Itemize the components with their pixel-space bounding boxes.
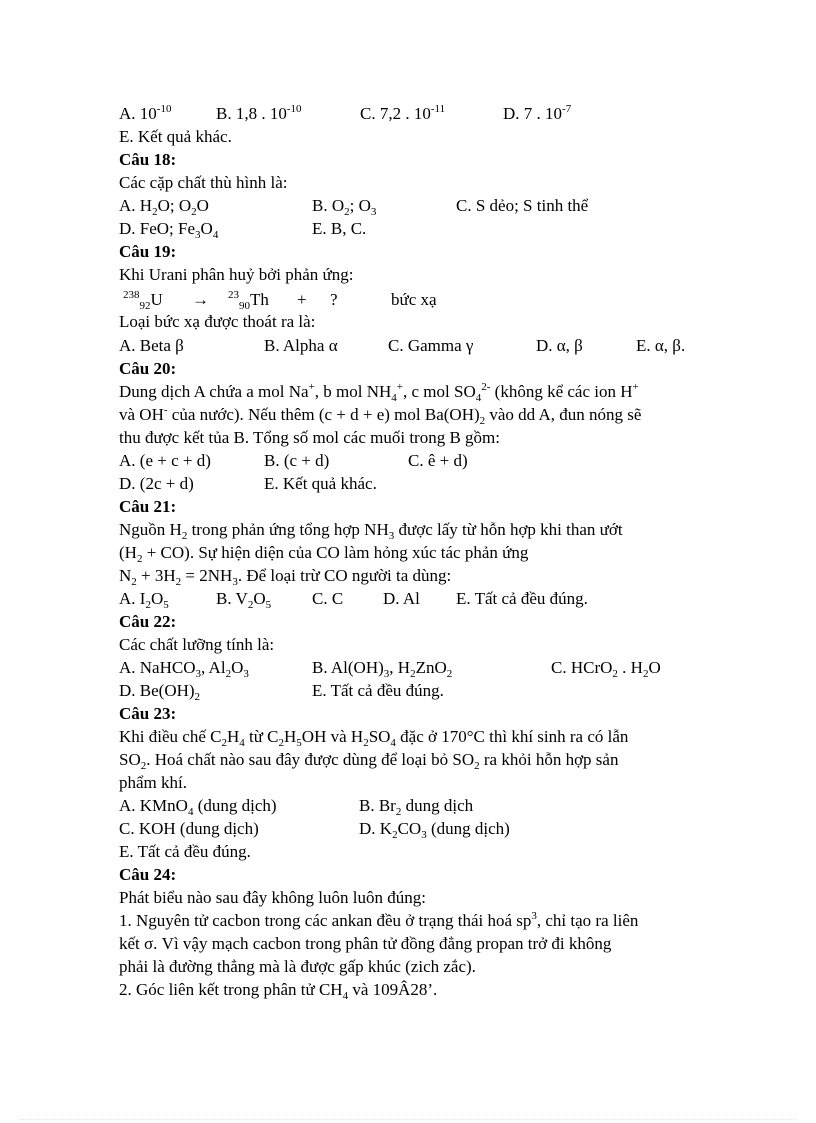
q23-line-3: phẩm khí.: [119, 773, 187, 792]
q20-line-2: và OH- của nước). Nếu thêm (c + d + e) mol $Ba(OH)_2$ vào dd A, đun nóng sẽ: [119, 404, 642, 427]
q20-line-3: thu được kết tủa B. Tổng số mol các muối trong B gồm:: [119, 428, 500, 447]
q18-title: Câu 18:: [119, 150, 177, 169]
q22-option-c: C. HCrO$_2$ . $H_2O$: [551, 658, 661, 680]
q18-option-b: B. $O_2$; $O_3$: [312, 196, 377, 218]
q23-option-b: B. $Br_2$ dung dịch: [359, 796, 474, 818]
q21-option-b: B. $V_2O_5$: [216, 589, 272, 611]
q19-option-a: A. Beta β: [119, 336, 184, 355]
q22-option-b: B. $Al(OH)_3$, $H_2ZnO_2$: [312, 658, 453, 680]
q24-statement-2: 2. Góc liên kết trong phân tử $CH_4$ và 109Â28’.: [119, 980, 438, 1002]
q20-option-e: E. Kết quả khác.: [264, 474, 377, 493]
q20-option-b: B. (c + d): [264, 451, 330, 470]
q19-option-e: E. α, β.: [636, 336, 686, 355]
q21-option-c: C. C: [312, 589, 344, 608]
q21-title: Câu 21:: [119, 497, 177, 516]
q22-text: Các chất lưỡng tính là:: [119, 635, 275, 654]
q19-text2: Loại bức xạ được thoát ra là:: [119, 312, 316, 331]
q18-option-e: E. B, C.: [312, 219, 367, 238]
q19-radiation: bức xạ: [391, 290, 437, 309]
q21-line-1: Nguồn $H_2$ trong phản ứng tổng hợp $NH_3$ được lấy từ hỗn hợp khi than ướt: [119, 520, 623, 542]
q18-option-c: C. S dẻo; S tinh thể: [456, 196, 589, 215]
q17-option-c: C. 7,2 . $10^{-11}$: [360, 103, 446, 123]
q24-title: Câu 24:: [119, 865, 177, 884]
q23-line-2: $SO_2$. Hoá chất nào sau đây được dùng để loại bỏ $SO_2$ ra khỏi hỗn hợp sản: [119, 750, 619, 772]
q17-option-d: D. 7 . $10^{-7}$: [503, 103, 572, 123]
q22-option-e: E. Tất cả đều đúng.: [312, 681, 444, 700]
q24-statement-1-line-2: kết σ. Vì vậy mạch cacbon trong phân tử đồng đẳng propan trở đi không: [119, 934, 612, 953]
q23-title: Câu 23:: [119, 704, 177, 723]
q19-thorium: $^{23}_{90}$Th: [228, 289, 269, 312]
page-bottom-divider: [20, 1119, 796, 1120]
q20-option-c: C. ê + d): [408, 451, 468, 470]
q22-title: Câu 22:: [119, 612, 177, 631]
q21-line-2: $(H_2 + CO)$. Sự hiện diện của CO làm hỏng xúc tác phản ứng: [119, 543, 529, 565]
q19-title: Câu 19:: [119, 242, 177, 261]
q18-option-d: D. FeO; $Fe_3O_4$: [119, 219, 219, 241]
q17-option-b: B. 1,8 . $10^{-10}$: [216, 103, 302, 123]
q17-option-e: E. Kết quả khác.: [119, 127, 232, 146]
q19-option-c: C. Gamma γ: [388, 336, 474, 355]
q23-line-1: Khi điều chế $C_2H_4$ từ $C_2H_5OH$ và $H_2SO_4$ đặc ở 170°C thì khí sinh ra có lẫn: [119, 727, 629, 749]
q20-title: Câu 20:: [119, 359, 177, 378]
q24-statement-1-line-3: phải là đường thẳng mà là được gấp khúc (zich zắc).: [119, 957, 476, 976]
q23-option-d: D. $K_2CO_3$ (dung dịch): [359, 819, 510, 841]
q20-line-1: Dung dịch A chứa a mol Na+, b mol $NH_4^+$, c mol $SO_4^{2-}$ (không kể các ion H+: [119, 381, 639, 404]
q22-option-a: A. NaHCO$_3$, $Al_2O_3$: [119, 658, 249, 680]
q20-option-d: D. (2c + d): [119, 474, 194, 493]
q17-option-a: A. $10^{-10}$: [119, 103, 172, 123]
q18-text: Các cặp chất thù hình là:: [119, 173, 288, 192]
q21-option-a: A. $I_2O_5$: [119, 589, 169, 611]
q19-plus: +: [297, 290, 307, 309]
q19-uranium: $^{238}_{92}$U: [123, 289, 163, 312]
q19-option-d: D. α, β: [536, 336, 583, 355]
q19-option-b: B. Alpha α: [264, 336, 338, 355]
q24-text: Phát biểu nào sau đây không luôn luôn đúng:: [119, 888, 426, 907]
q21-line-3: $N_2 + 3H_2 = 2NH_3$. Để loại trừ CO người ta dùng:: [119, 566, 452, 588]
q19-arrow: →: [192, 290, 209, 309]
q21-option-d: D. Al: [383, 589, 420, 608]
q22-option-d: D. $Be(OH)_2$: [119, 681, 201, 703]
q24-statement-1-line-1: 1. Nguyên tử cacbon trong các ankan đều ở trạng thái hoá $sp^3$, chỉ tạo ra liên: [119, 910, 639, 930]
q20-option-a: A. (e + c + d): [119, 451, 211, 470]
q18-option-a: A. $H_2O$; $O_2O$: [119, 196, 209, 218]
q23-option-a: A. KMnO$_4$ (dung dịch): [119, 796, 277, 818]
q21-option-e: E. Tất cả đều đúng.: [456, 589, 588, 608]
q19-unknown: ?: [330, 290, 338, 309]
q23-option-c: C. KOH (dung dịch): [119, 819, 259, 838]
q23-option-e: E. Tất cả đều đúng.: [119, 842, 251, 861]
q19-text: Khi Urani phân huỷ bởi phản ứng:: [119, 265, 354, 284]
